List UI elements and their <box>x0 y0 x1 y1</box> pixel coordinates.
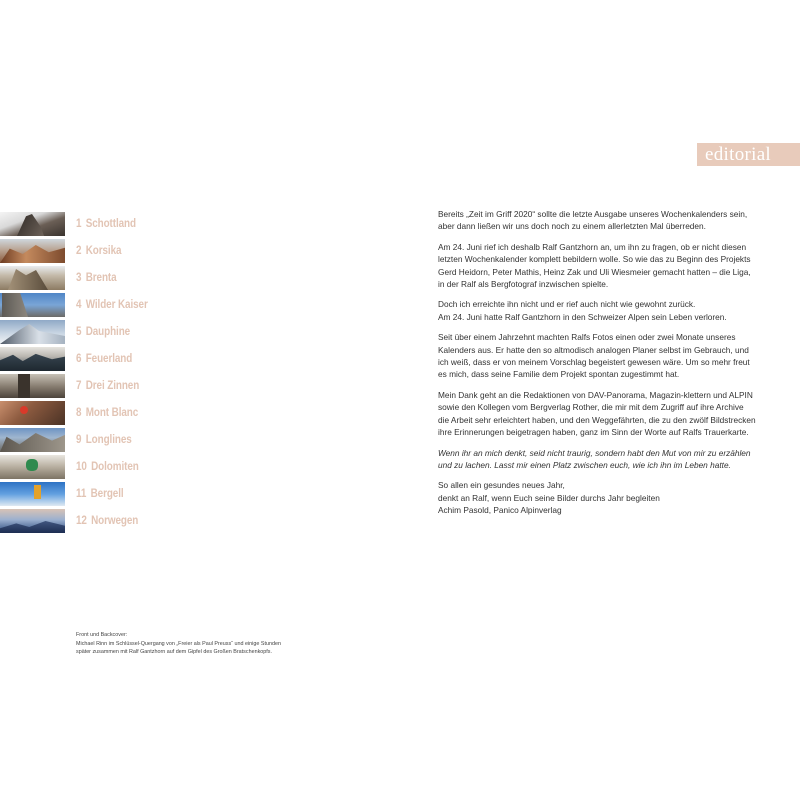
cover-caption <box>76 631 316 657</box>
thumbnail-image <box>0 239 65 263</box>
toc-item-label: 9 Longlines <box>76 434 132 446</box>
toc-item-label: 12 Norwegen <box>76 515 139 527</box>
editorial-article <box>438 208 756 525</box>
thumbnail-image <box>0 455 65 479</box>
toc-item-label: 2 Korsika <box>76 245 122 257</box>
signature: Achim Pasold, Panico Alpinverlag <box>438 505 562 516</box>
toc-item-label: 3 Brenta <box>76 272 117 284</box>
toc-item[interactable] <box>0 509 200 533</box>
caption-line: später zusammen mit Ralf Gantzhorn auf dem Gipfel des Großen Bratschenkopfs. <box>76 649 272 656</box>
toc-item[interactable] <box>0 401 200 425</box>
closing-line: denkt an Ralf, wenn Euch seine Bilder durchs Jahr begleiten <box>438 492 660 503</box>
toc-item[interactable] <box>0 293 200 317</box>
thumbnail-image <box>0 482 65 506</box>
toc-item-label: 10 Dolomiten <box>76 461 139 473</box>
thumbnail-image <box>0 266 65 290</box>
paragraph: Seit über einem Jahrzehnt machten Ralfs Fotos einen oder zwei Monate unseres Kalenders aus. Er hatte den so altmodisch analogen Planer selbst im Gebrauch, und ich weiß, dass er von meinem Vorschlag begeistert gewesen wäre. Um so mehr freut es mich, dass seine Familie dem Projekt spontan zugestimmt hat. <box>438 332 750 380</box>
toc-item[interactable] <box>0 320 200 344</box>
toc-item[interactable] <box>0 347 200 371</box>
toc-item-label: 1 Schottland <box>76 218 136 230</box>
closing <box>438 479 756 516</box>
thumbnail-image <box>0 401 65 425</box>
toc-item-label: 11 Bergell <box>76 488 124 500</box>
toc-item[interactable] <box>0 455 200 479</box>
thumbnail-image <box>0 293 65 317</box>
toc-item-label: 7 Drei Zinnen <box>76 380 140 392</box>
paragraph: Bereits „Zeit im Griff 2020“ sollte die letzte Ausgabe unseres Wochenkalenders sein, aber dann ließen wir uns doch noch zu einem allerletzten Mal überreden. <box>438 209 748 232</box>
paragraph: Am 24. Juni rief ich deshalb Ralf Gantzhorn an, um ihn zu fragen, ob er nicht diesen letzten Wochenkalender komplett bebildern wolle. So wie das zu Beginn des Projekts Gerd Heidorn, Peter Mathis, Heinz Zak und Uli Wiesmeier gemacht hatten – die Liga, in der Ralf als Bergfotograf inzwischen spielte. <box>438 241 751 290</box>
closing-line: So allen ein gesundes neues Jahr, <box>438 480 565 491</box>
thumbnail-image <box>0 509 65 533</box>
toc-item[interactable] <box>0 428 200 452</box>
thumbnail-image <box>0 428 65 452</box>
paragraph <box>438 298 756 323</box>
toc-item-label: 6 Feuerland <box>76 353 133 365</box>
toc-item[interactable] <box>0 482 200 506</box>
quote: Wenn ihr an mich denkt, seid nicht traurig, sondern habt den Mut von mir zu erzählen und zu lachen. Lasst mir einen Platz zwischen euch, wie ich ihn im Leben hatte. <box>438 447 751 470</box>
paragraph-line: Doch ich erreichte ihn nicht und er rief auch nicht wie gewohnt zurück. <box>438 299 696 310</box>
caption-line: Front und Backcover: <box>76 632 128 638</box>
toc-item[interactable] <box>0 239 200 263</box>
thumbnail-image <box>0 347 65 371</box>
section-label-editorial: editorial <box>697 143 800 166</box>
caption-line: Michael Rinn im Schlüssel-Quergang von „Freier als Paul Preuss“ und einige Stunden <box>76 640 281 647</box>
toc-item-label: 5 Dauphine <box>76 326 131 338</box>
toc-item[interactable] <box>0 266 200 290</box>
toc-item-label: 4 Wilder Kaiser <box>76 299 148 311</box>
thumbnail-image <box>0 320 65 344</box>
paragraph-line: Am 24. Juni hatte Ralf Gantzhorn in den Schweizer Alpen sein Leben verloren. <box>438 311 727 322</box>
toc-item[interactable] <box>0 374 200 398</box>
paragraph: Mein Dank geht an die Redaktionen von DAV-Panorama, Magazin-klettern und ALPIN sowie den Kollegen vom Bergverlag Rother, die mir mit dem Zugriff auf ihre Archive die Arbeit sehr erleichtert haben, und den Weggefährten, die zu den zwölf Bildstrecken ihre Erinnerungen beigetragen haben, ganz im Sinn der Worte auf Ralfs Trauerkarte. <box>438 389 756 438</box>
thumbnail-image <box>0 374 65 398</box>
toc-item[interactable] <box>0 212 200 236</box>
thumbnail-image <box>0 212 65 236</box>
toc-item-label: 8 Mont Blanc <box>76 407 139 419</box>
